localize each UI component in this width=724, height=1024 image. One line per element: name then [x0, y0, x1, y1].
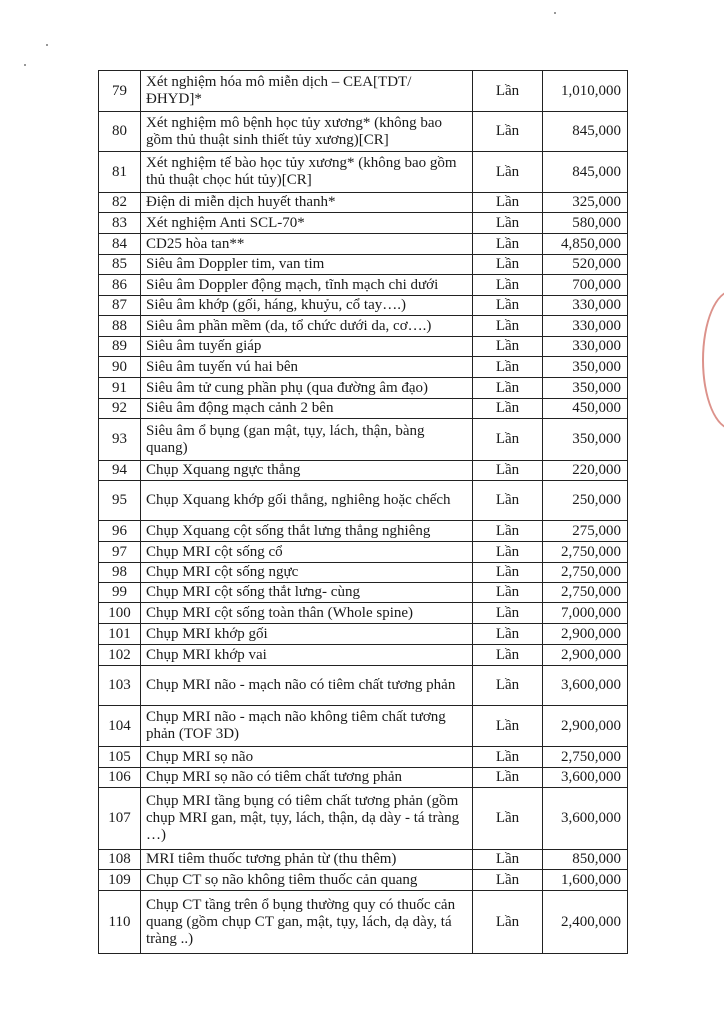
service-name: Xét nghiệm tế bào học tủy xương* (không bao gồm thủ thuật chọc hút tủy)[CR] — [141, 152, 473, 193]
unit-cell: Lần — [473, 624, 543, 645]
unit-cell: Lần — [473, 563, 543, 583]
unit-cell: Lần — [473, 213, 543, 234]
row-number: 109 — [99, 870, 141, 891]
unit-cell: Lần — [473, 645, 543, 666]
price-cell: 3,600,000 — [543, 768, 628, 788]
service-name: CD25 hòa tan** — [141, 234, 473, 255]
price-cell: 2,750,000 — [543, 747, 628, 768]
unit-cell: Lần — [473, 706, 543, 747]
service-name: Siêu âm tử cung phần phụ (qua đường âm đạo) — [141, 378, 473, 399]
table-row — [99, 666, 628, 706]
service-name: Chụp MRI não - mạch não có tiêm chất tương phản — [141, 666, 473, 706]
table-row — [99, 603, 628, 624]
unit-cell: Lần — [473, 461, 543, 481]
row-number: 108 — [99, 850, 141, 870]
table-row — [99, 788, 628, 850]
table-row — [99, 152, 628, 193]
price-cell: 2,900,000 — [543, 645, 628, 666]
price-cell: 250,000 — [543, 481, 628, 521]
table-row — [99, 337, 628, 357]
service-name: Siêu âm Doppler động mạch, tĩnh mạch chi dưới — [141, 275, 473, 296]
unit-cell: Lần — [473, 603, 543, 624]
price-cell: 330,000 — [543, 316, 628, 337]
row-number: 99 — [99, 583, 141, 603]
unit-cell: Lần — [473, 768, 543, 788]
row-number: 91 — [99, 378, 141, 399]
service-name: Xét nghiệm mô bệnh học tủy xương* (không bao gồm thủ thuật sinh thiết tủy xương)[CR] — [141, 112, 473, 152]
scan-speck — [46, 44, 48, 46]
unit-cell: Lần — [473, 357, 543, 378]
service-name: Chụp CT sọ não không tiêm thuốc cản quang — [141, 870, 473, 891]
service-name: Chụp MRI sọ não có tiêm chất tương phản — [141, 768, 473, 788]
price-cell: 275,000 — [543, 521, 628, 542]
table-row — [99, 193, 628, 213]
price-cell: 3,600,000 — [543, 666, 628, 706]
price-cell: 4,850,000 — [543, 234, 628, 255]
row-number: 101 — [99, 624, 141, 645]
row-number: 103 — [99, 666, 141, 706]
table-row — [99, 399, 628, 419]
row-number: 93 — [99, 419, 141, 461]
table-row — [99, 563, 628, 583]
price-cell: 520,000 — [543, 255, 628, 275]
row-number: 88 — [99, 316, 141, 337]
unit-cell: Lần — [473, 747, 543, 768]
price-cell: 1,600,000 — [543, 870, 628, 891]
fee-table-body — [99, 71, 628, 954]
row-number: 85 — [99, 255, 141, 275]
row-number: 92 — [99, 399, 141, 419]
service-name: Chụp MRI cột sống cổ — [141, 542, 473, 563]
table-row — [99, 255, 628, 275]
price-cell: 350,000 — [543, 419, 628, 461]
price-cell: 350,000 — [543, 378, 628, 399]
table-row — [99, 481, 628, 521]
price-cell: 350,000 — [543, 357, 628, 378]
service-name: Siêu âm tuyến vú hai bên — [141, 357, 473, 378]
price-cell: 330,000 — [543, 337, 628, 357]
service-name: Chụp CT tầng trên ổ bụng thường quy có thuốc cản quang (gồm chụp CT gan, mật, tụy, lách, dạ dày, tá tràng ..) — [141, 891, 473, 954]
row-number: 104 — [99, 706, 141, 747]
row-number: 84 — [99, 234, 141, 255]
scan-speck — [554, 12, 556, 14]
service-name: Chụp MRI cột sống thắt lưng- cùng — [141, 583, 473, 603]
row-number: 83 — [99, 213, 141, 234]
unit-cell: Lần — [473, 666, 543, 706]
unit-cell: Lần — [473, 583, 543, 603]
row-number: 81 — [99, 152, 141, 193]
unit-cell: Lần — [473, 521, 543, 542]
service-name: Siêu âm phần mềm (da, tổ chức dưới da, cơ….) — [141, 316, 473, 337]
price-cell: 2,750,000 — [543, 583, 628, 603]
price-cell: 700,000 — [543, 275, 628, 296]
unit-cell: Lần — [473, 234, 543, 255]
row-number: 100 — [99, 603, 141, 624]
table-row — [99, 461, 628, 481]
unit-cell: Lần — [473, 399, 543, 419]
table-row — [99, 850, 628, 870]
table-row — [99, 583, 628, 603]
unit-cell: Lần — [473, 255, 543, 275]
table-row — [99, 357, 628, 378]
row-number: 90 — [99, 357, 141, 378]
table-row — [99, 213, 628, 234]
price-cell: 7,000,000 — [543, 603, 628, 624]
table-row — [99, 112, 628, 152]
price-cell: 2,900,000 — [543, 624, 628, 645]
unit-cell: Lần — [473, 788, 543, 850]
fee-table — [98, 70, 628, 954]
price-cell: 850,000 — [543, 850, 628, 870]
price-cell: 2,900,000 — [543, 706, 628, 747]
price-cell: 220,000 — [543, 461, 628, 481]
unit-cell: Lần — [473, 296, 543, 316]
unit-cell: Lần — [473, 71, 543, 112]
row-number: 95 — [99, 481, 141, 521]
row-number: 98 — [99, 563, 141, 583]
unit-cell: Lần — [473, 378, 543, 399]
table-row — [99, 891, 628, 954]
table-row — [99, 542, 628, 563]
unit-cell: Lần — [473, 891, 543, 954]
row-number: 87 — [99, 296, 141, 316]
table-row — [99, 275, 628, 296]
row-number: 82 — [99, 193, 141, 213]
row-number: 110 — [99, 891, 141, 954]
service-name: Xét nghiệm Anti SCL-70* — [141, 213, 473, 234]
table-row — [99, 706, 628, 747]
service-name: Chụp MRI sọ não — [141, 747, 473, 768]
table-row — [99, 870, 628, 891]
service-name: Siêu âm Doppler tim, van tim — [141, 255, 473, 275]
red-stamp-fragment — [698, 290, 724, 430]
table-row — [99, 624, 628, 645]
price-cell: 2,750,000 — [543, 542, 628, 563]
unit-cell: Lần — [473, 316, 543, 337]
row-number: 80 — [99, 112, 141, 152]
unit-cell: Lần — [473, 542, 543, 563]
table-row — [99, 378, 628, 399]
unit-cell: Lần — [473, 419, 543, 461]
unit-cell: Lần — [473, 337, 543, 357]
service-name: Siêu âm ổ bụng (gan mật, tụy, lách, thận, bàng quang) — [141, 419, 473, 461]
price-cell: 1,010,000 — [543, 71, 628, 112]
scan-speck — [24, 64, 26, 66]
service-name: Chụp MRI não - mạch não không tiêm chất tương phản (TOF 3D) — [141, 706, 473, 747]
table-row — [99, 296, 628, 316]
price-cell: 2,400,000 — [543, 891, 628, 954]
service-name: Siêu âm động mạch cảnh 2 bên — [141, 399, 473, 419]
row-number: 97 — [99, 542, 141, 563]
table-row — [99, 316, 628, 337]
row-number: 94 — [99, 461, 141, 481]
service-name: Chụp MRI tầng bụng có tiêm chất tương phản (gồm chụp MRI gan, mật, tụy, lách, thận, dạ dày - tá tràng …) — [141, 788, 473, 850]
price-cell: 450,000 — [543, 399, 628, 419]
unit-cell: Lần — [473, 481, 543, 521]
service-name: MRI tiêm thuốc tương phản từ (thu thêm) — [141, 850, 473, 870]
table-row — [99, 71, 628, 112]
price-cell: 2,750,000 — [543, 563, 628, 583]
unit-cell: Lần — [473, 193, 543, 213]
row-number: 102 — [99, 645, 141, 666]
table-row — [99, 521, 628, 542]
table-row — [99, 768, 628, 788]
service-name: Siêu âm khớp (gối, háng, khuỷu, cổ tay….) — [141, 296, 473, 316]
service-name: Xét nghiệm hóa mô miễn dịch – CEA[TDT/ĐHYD]* — [141, 71, 473, 112]
service-name: Chụp MRI khớp gối — [141, 624, 473, 645]
unit-cell: Lần — [473, 112, 543, 152]
service-name: Chụp MRI khớp vai — [141, 645, 473, 666]
service-name: Chụp MRI cột sống ngực — [141, 563, 473, 583]
row-number: 86 — [99, 275, 141, 296]
row-number: 79 — [99, 71, 141, 112]
row-number: 96 — [99, 521, 141, 542]
row-number: 107 — [99, 788, 141, 850]
unit-cell: Lần — [473, 152, 543, 193]
service-name: Chụp Xquang khớp gối thẳng, nghiêng hoặc chếch — [141, 481, 473, 521]
unit-cell: Lần — [473, 850, 543, 870]
service-name: Siêu âm tuyến giáp — [141, 337, 473, 357]
price-cell: 330,000 — [543, 296, 628, 316]
price-cell: 845,000 — [543, 112, 628, 152]
price-cell: 3,600,000 — [543, 788, 628, 850]
row-number: 105 — [99, 747, 141, 768]
service-name: Chụp Xquang cột sống thắt lưng thẳng nghiêng — [141, 521, 473, 542]
table-row — [99, 419, 628, 461]
service-name: Điện di miễn dịch huyết thanh* — [141, 193, 473, 213]
price-cell: 325,000 — [543, 193, 628, 213]
table-row — [99, 234, 628, 255]
price-cell: 580,000 — [543, 213, 628, 234]
row-number: 89 — [99, 337, 141, 357]
table-row — [99, 645, 628, 666]
table-row — [99, 747, 628, 768]
service-name: Chụp MRI cột sống toàn thân (Whole spine) — [141, 603, 473, 624]
row-number: 106 — [99, 768, 141, 788]
stamp-ring — [702, 290, 724, 430]
service-name: Chụp Xquang ngực thẳng — [141, 461, 473, 481]
unit-cell: Lần — [473, 275, 543, 296]
unit-cell: Lần — [473, 870, 543, 891]
price-cell: 845,000 — [543, 152, 628, 193]
